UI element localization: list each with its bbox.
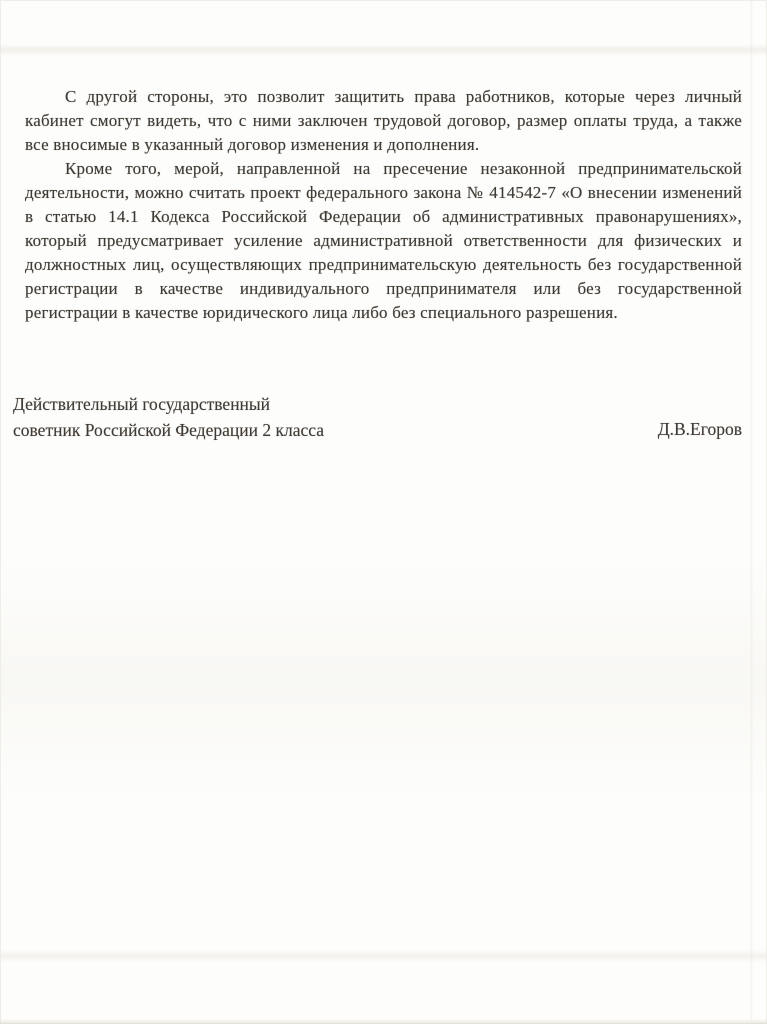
- scan-artifact-top-streak: [0, 44, 767, 56]
- signature-block: [13, 391, 742, 443]
- document-text-block: [13, 85, 742, 443]
- paragraph-workers-rights: С другой стороны, это позволит защитить права работников, которые через личный кабинет смогут видеть, что с ними заключен трудовой договор, размер оплаты труда, а также все вносимые в указанный договор изменения и дополнения.: [25, 87, 742, 154]
- scan-artifact-right-edge: [750, 0, 753, 1024]
- signer-title-line1: Действительный государственный: [13, 394, 271, 414]
- paragraph-draft-law: Кроме того, мерой, направленной на пресечение незаконной предпринимательской деятельности, можно считать проект федерального закона № 414542-7 «О внесении изменений в статью 14.1 Кодекса Российской Федерации об административных правонарушениях», который предусматривает усиление административной ответственности для физических и должностных лиц, осуществляющих предпринимательскую деятельность без государственной регистрации в качестве индивидуального предпринимателя или без государственной регистрации в качестве юридического лица либо без специального разрешения.: [25, 159, 742, 322]
- scan-artifact-bottom-streak: [0, 950, 767, 962]
- signer-name: Д.В.Егоров: [657, 419, 742, 439]
- scan-artifact-bottom-edge: [0, 1019, 767, 1024]
- signer-title-line2: советник Российской Федерации 2 класса: [13, 420, 324, 440]
- scan-artifact-middle-shading: [0, 560, 767, 800]
- signer-title: [13, 391, 324, 443]
